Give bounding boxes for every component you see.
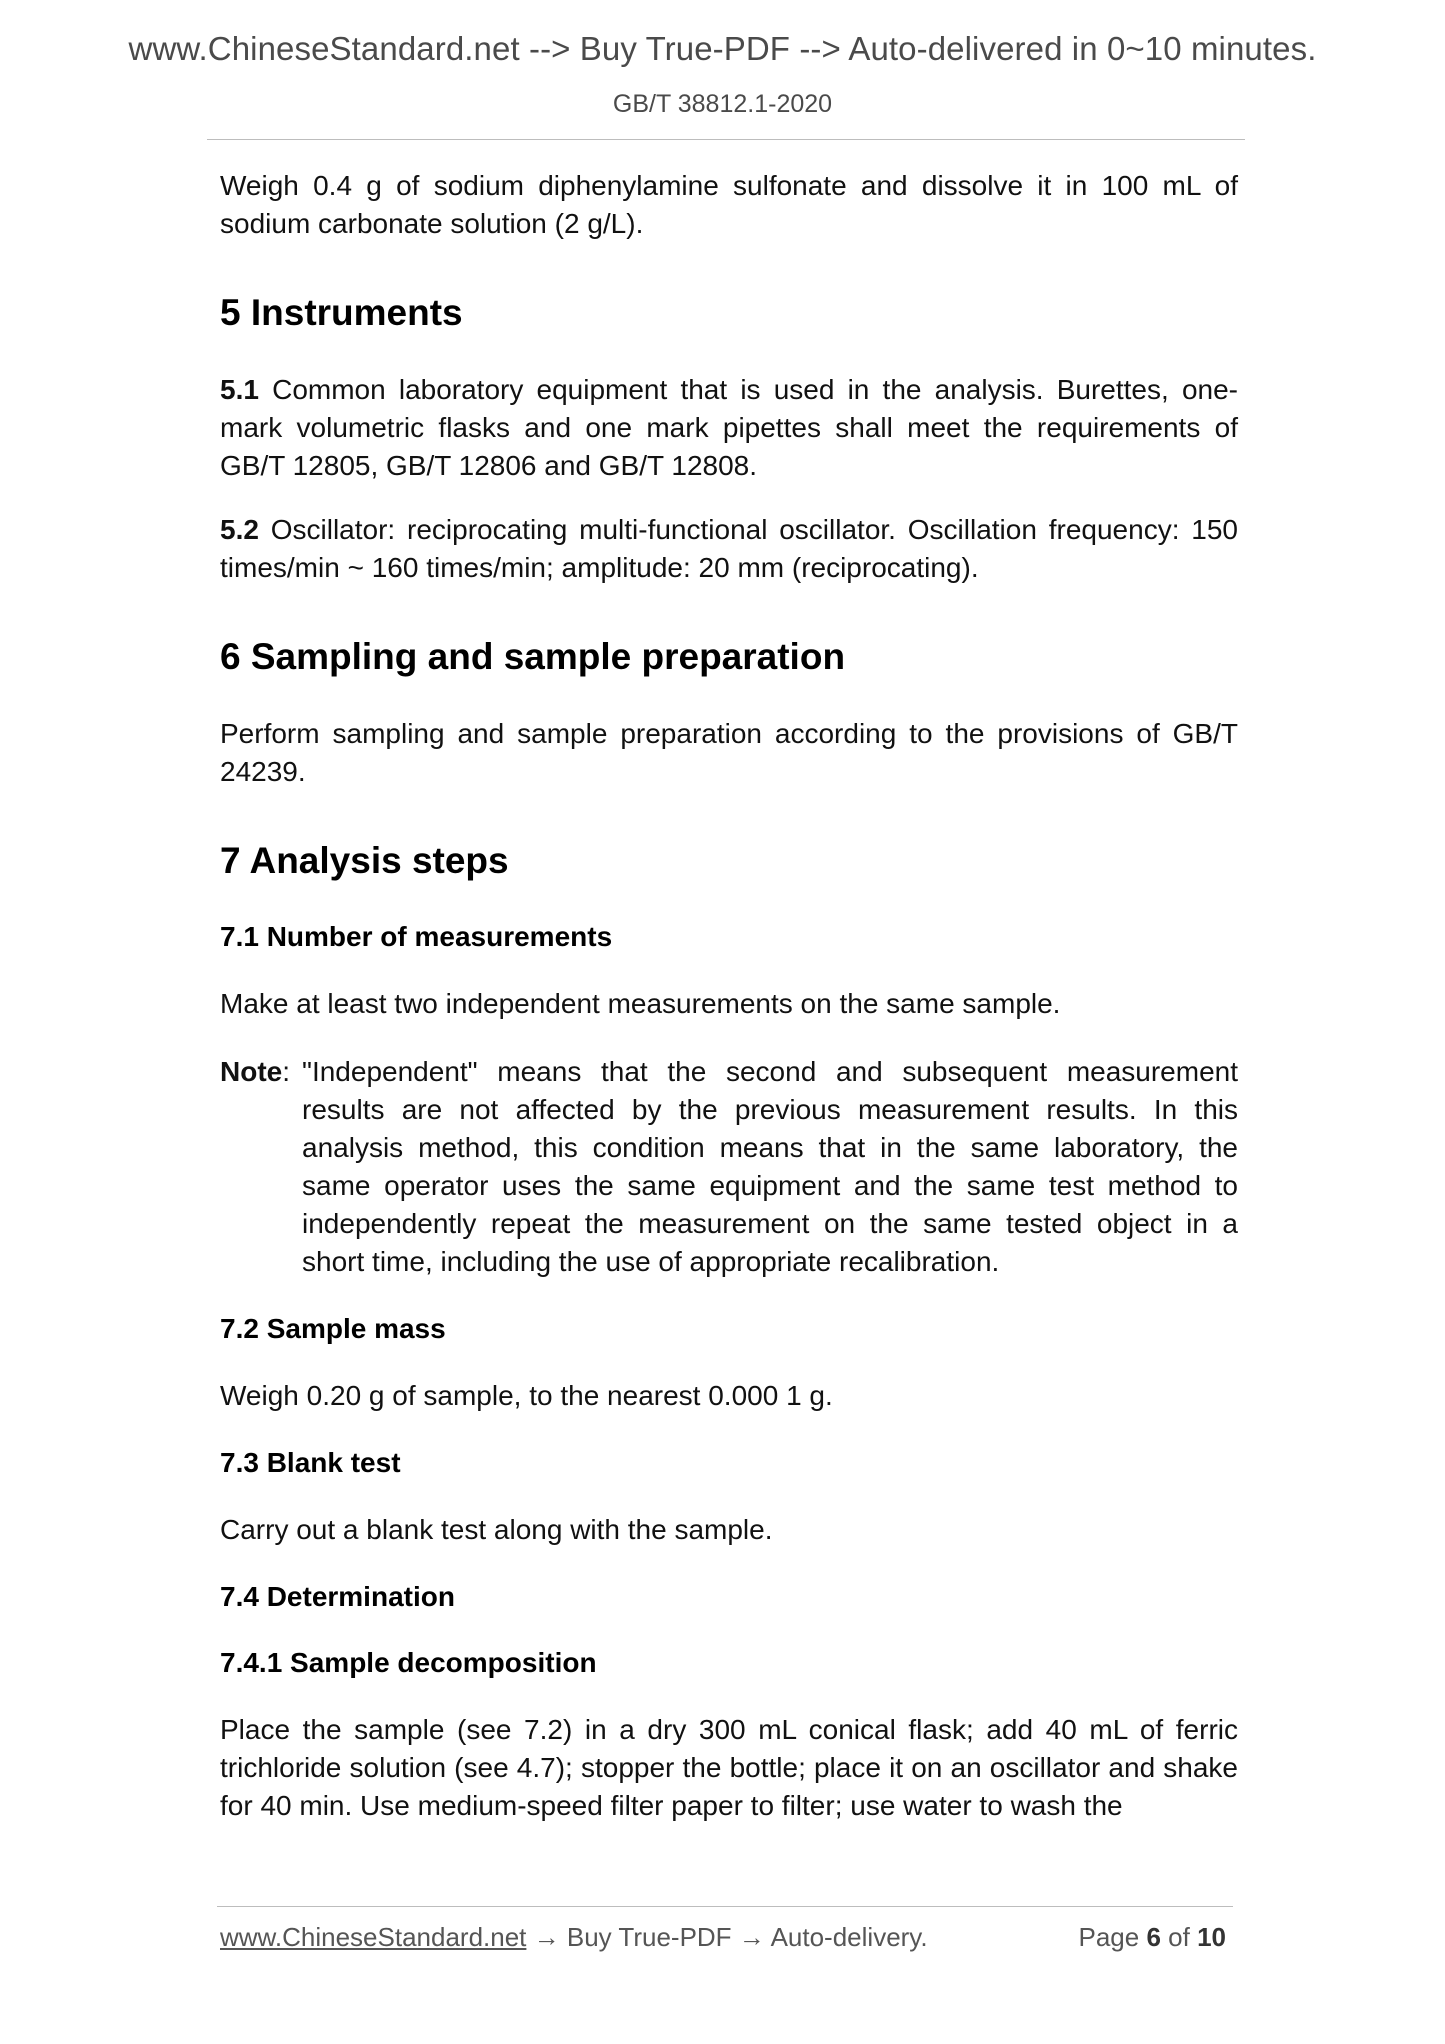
section-6-text: Perform sampling and sample preparation according to the provisions of GB/T 24239. (220, 718, 1238, 787)
clause-5-1-number: 5.1 (220, 374, 259, 405)
page-total: 10 (1197, 1922, 1226, 1952)
clause-7-4-heading: 7.4 Determination (220, 1581, 455, 1612)
page-indicator (1078, 1922, 1226, 1953)
standard-number: GB/T 38812.1-2020 (612, 90, 833, 118)
clause-7-4-1-heading: 7.4.1 Sample decomposition (220, 1647, 597, 1678)
section-6-heading: 6 Sampling and sample preparation (220, 636, 846, 677)
footer-divider (217, 1906, 1233, 1907)
page-label: Page (1078, 1922, 1140, 1952)
clause-5-2-number: 5.2 (220, 514, 259, 545)
note-label: Note (220, 1056, 283, 1087)
clause-7-1-heading: 7.1 Number of measurements (220, 921, 613, 952)
clause-7-3-text: Carry out a blank test along with the sample. (220, 1514, 773, 1545)
footer-site-link[interactable]: www.ChineseStandard.net (220, 1922, 527, 1952)
note-colon: : (282, 1056, 291, 1087)
clause-7-3-heading: 7.3 Blank test (220, 1447, 401, 1478)
note-block (220, 1053, 1238, 1281)
clause-5-2-text: Oscillator: reciprocating multi-functional oscillator. Oscillation frequency: 150 times/min ~ 160 times/min; amplitude: 20 mm (reciprocating). (220, 514, 1238, 583)
top-banner: www.ChineseStandard.net --> Buy True-PDF --> Auto-delivered in 0~10 minutes. (128, 30, 1317, 67)
clause-7-2-heading: 7.2 Sample mass (220, 1313, 446, 1344)
page-footer (220, 1922, 1226, 1953)
clause-7-4-1-text: Place the sample (see 7.2) in a dry 300 mL conical flask; add 40 mL of ferric trichloride solution (see 4.7); stopper the bottle; place it on an oscillator and shake for 40 min. Use medium-speed filter paper to filter; use water to wash the (220, 1714, 1238, 1821)
note-text: "Independent" means that the second and subsequent measurement results are not affected by the previous measurement results. In this analysis method, this condition means that in the same laboratory, the same operator uses the same equipment and the same test method to independently repeat the measurement on the same tested object in a short time, including the use of appropriate recalibration. (302, 1056, 1238, 1277)
page-of: of (1168, 1922, 1190, 1952)
clause-5-1-text: Common laboratory equipment that is used in the analysis. Burettes, one-mark volumetric flasks and one mark pipettes shall meet the requirements of GB/T 12805, GB/T 12806 and GB/T 12808. (220, 374, 1238, 481)
clause-5-2 (220, 511, 1238, 587)
clause-7-2-text: Weigh 0.20 g of sample, to the nearest 0.000 1 g. (220, 1380, 833, 1411)
header-divider (207, 139, 1245, 140)
clause-5-1 (220, 371, 1238, 485)
footer-tagline: → Buy True-PDF → Auto-delivery. (526, 1922, 928, 1952)
footer-left (220, 1922, 928, 1953)
section-7-heading: 7 Analysis steps (220, 840, 509, 881)
page-current: 6 (1146, 1922, 1161, 1952)
clause-7-1-text: Make at least two independent measurements on the same sample. (220, 988, 1061, 1019)
page-body (220, 167, 1238, 1825)
section-5-heading: 5 Instruments (220, 292, 463, 333)
intro-paragraph: Weigh 0.4 g of sodium diphenylamine sulfonate and dissolve it in 100 mL of sodium carbonate solution (2 g/L). (220, 170, 1238, 239)
note-label-wrap (220, 1053, 290, 1281)
